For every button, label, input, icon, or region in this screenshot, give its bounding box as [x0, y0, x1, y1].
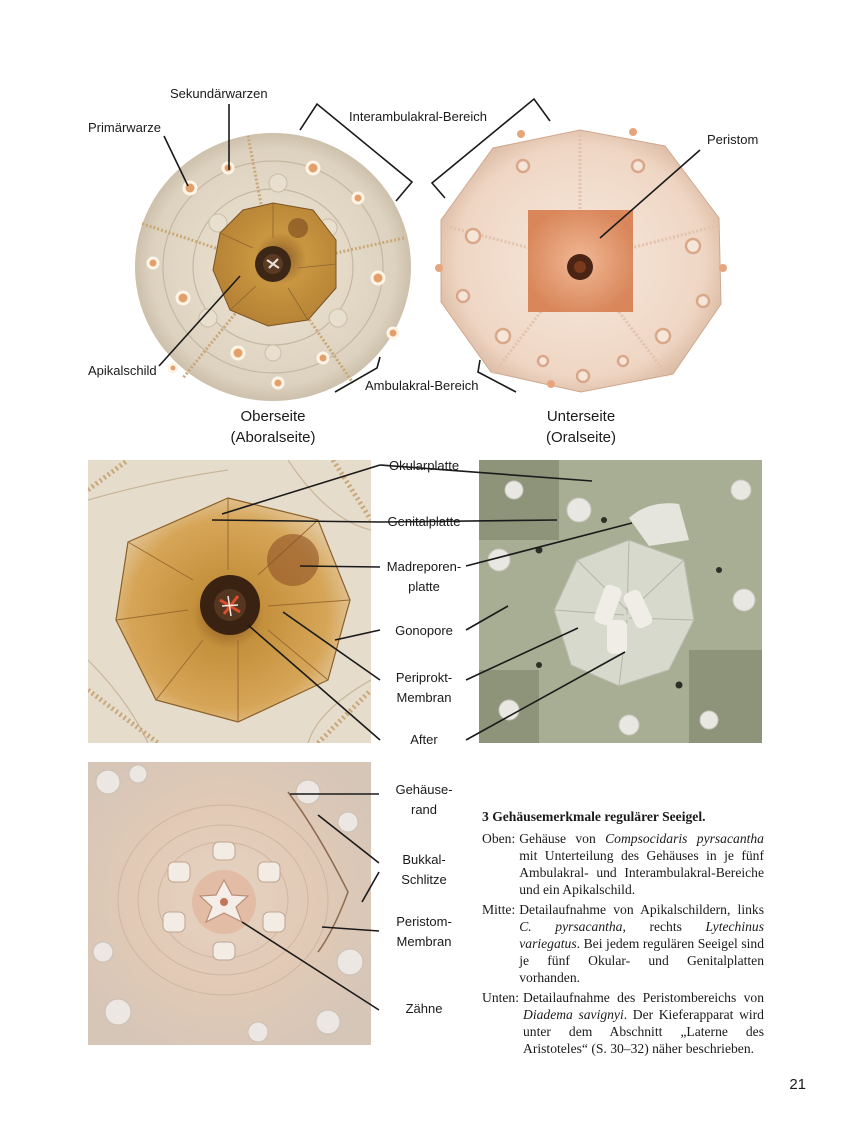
madreporen-line1: Madreporen-: [386, 559, 462, 574]
label-peristom: Peristom: [707, 132, 759, 147]
peristom-line1: Peristom-: [396, 914, 452, 929]
caption-title: 3 Gehäusemerkmale regulärer Seeigel.: [482, 809, 706, 824]
peristom-line2: Membran: [396, 934, 452, 949]
label-periprokt-membran: [382, 668, 466, 708]
page-number: 21: [789, 1076, 806, 1093]
label-genitalplatte: Genitalplatte: [387, 514, 461, 529]
caption-unten: [482, 989, 764, 1057]
bukkal-line2: Schlitze: [401, 872, 447, 887]
caption-oben-lead: Oben:: [482, 831, 516, 846]
species-lytechinus: Lytechinus variegatus: [519, 919, 764, 951]
peristome-detail-image: [88, 762, 371, 1045]
label-sekundaerwarzen: Sekundärwarzen: [170, 86, 268, 101]
view-caption-oberseite: [200, 406, 346, 448]
apical-detail-right-image: [479, 460, 762, 743]
caption-unten-body: Detailaufnahme des Peristombereichs von Diadema savignyi. Der Kieferapparat wird unter dem Abschnitt „Laterne des Aristoteles“ (S. 30–32) näher beschrieben.: [523, 990, 764, 1056]
unterseite-label: Unterseite: [546, 408, 616, 425]
label-zaehne: Zähne: [405, 1001, 443, 1016]
label-ambulakral-bereich: Ambulakral-Bereich: [365, 378, 479, 393]
madreporen-line2: platte: [408, 579, 440, 594]
label-gehaeuserand: [382, 780, 466, 820]
caption-oben-body: Gehäuse von Compsocidaris pyrsacantha mit Unterteilung des Gehäuses in je fünf Ambulakral- und Interambulakral-Bereiche und ein Apikalschild.: [519, 831, 764, 897]
caption-mitte: [482, 901, 764, 986]
bukkal-line1: Bukkal-: [402, 852, 446, 867]
label-apikalschild: Apikalschild: [88, 363, 157, 378]
label-peristom-membran: [382, 912, 466, 952]
caption-mitte-body: Detailaufnahme von Apikalschildern, links C. pyrsacantha, rechts Lytechinus variegatus. Bei jedem regulären Seeigel sind je fünf Okular- und Genitalplatten vorhanden.: [519, 902, 764, 985]
species-diadema: Diadema savignyi: [523, 1007, 624, 1022]
caption-mitte-lead: Mitte:: [482, 902, 516, 917]
species-compsocidaris: Compsocidaris pyrsacantha: [605, 831, 764, 846]
caption-oben: [482, 830, 764, 898]
label-okularplatte: Okularplatte: [388, 458, 460, 473]
species-c-pyrsacantha: C. pyrsacantha: [519, 919, 623, 934]
label-primaerwarze: Primärwarze: [88, 120, 161, 135]
oralseite-label: (Oralseite): [545, 429, 616, 446]
caption-unten-lead: Unten:: [482, 990, 519, 1005]
gehaeuse-line2: rand: [410, 802, 438, 817]
periprokt-line2: Membran: [396, 690, 452, 705]
periprokt-line1: Periprokt-: [395, 670, 453, 685]
figure-caption: [482, 808, 764, 1060]
label-madreporenplatte: [382, 557, 466, 597]
label-after: After: [410, 732, 438, 747]
oberseite-label: Oberseite: [240, 408, 306, 425]
aboral-urchin-image: [128, 128, 418, 406]
aboralseite-label: (Aboralseite): [230, 429, 316, 446]
label-interambulakral-bereich: Interambulakral-Bereich: [349, 109, 488, 124]
view-caption-unterseite: [508, 406, 654, 448]
oral-urchin-image: [433, 126, 728, 396]
label-gonopore: Gonopore: [395, 623, 453, 638]
apical-detail-left-image: [88, 460, 371, 743]
label-bukkal-schlitze: [382, 850, 466, 890]
gehaeuse-line1: Gehäuse-: [395, 782, 453, 797]
